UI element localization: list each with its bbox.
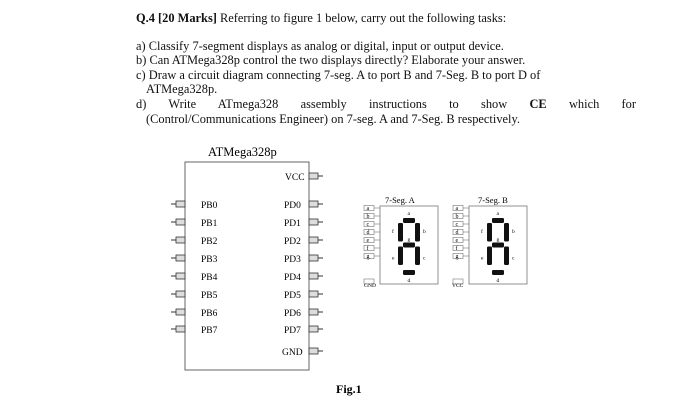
segment-pin-label: e bbox=[455, 238, 459, 245]
chip-body bbox=[185, 162, 309, 370]
pin-label-pb1: PB1 bbox=[201, 219, 218, 229]
task-a-text: Classify 7-segment displays as analog or digital, input or output device. bbox=[148, 38, 504, 53]
segment-c bbox=[504, 247, 509, 266]
pin-pd6-label: PD6 bbox=[284, 309, 301, 319]
pin-pb3 bbox=[171, 255, 218, 265]
segment-letter: a bbox=[407, 211, 410, 217]
pin-pd1 bbox=[284, 219, 323, 229]
pin-pd4 bbox=[284, 273, 323, 283]
display-common-pin bbox=[452, 279, 464, 289]
segment-e bbox=[487, 247, 492, 266]
task-d-bold-ce: CE bbox=[529, 96, 547, 111]
segment-pin-label: c bbox=[455, 222, 459, 229]
segment-g bbox=[403, 243, 415, 248]
pin-pd2-label: PD2 bbox=[284, 237, 301, 247]
pin-vcc-label: VCC bbox=[285, 173, 305, 183]
pin-label-pb6: PB6 bbox=[201, 309, 218, 319]
segment-letter: e bbox=[392, 255, 395, 262]
pin-label-pb7: PB7 bbox=[201, 326, 218, 336]
pin-vcc bbox=[285, 173, 323, 183]
segment-pin-g bbox=[453, 253, 469, 260]
display-a bbox=[364, 195, 438, 289]
segment-letter: a bbox=[496, 211, 499, 217]
display-b bbox=[452, 195, 527, 289]
pin-pb7 bbox=[171, 326, 218, 336]
pin-pb6 bbox=[171, 309, 218, 319]
chip-name: ATMega328p bbox=[208, 145, 277, 159]
segment-f bbox=[398, 223, 403, 242]
segment-letter: b bbox=[512, 229, 515, 235]
pin-label-pb5: PB5 bbox=[201, 291, 218, 301]
segment-letter: b bbox=[423, 229, 426, 235]
pin-gnd bbox=[282, 348, 323, 358]
display-title: 7-Seg. B bbox=[478, 195, 508, 205]
segment-pin-a bbox=[364, 205, 380, 212]
segment-pin-a bbox=[453, 205, 469, 212]
task-b-text: Can ATMega328p control the two displays directly? Elaborate your answer. bbox=[149, 53, 526, 68]
pin-pd5 bbox=[284, 291, 323, 301]
pin-pd6 bbox=[284, 309, 323, 319]
segment-pin-f bbox=[364, 245, 380, 252]
pin-label-pb4: PB4 bbox=[201, 273, 218, 283]
segment-pin-label: d bbox=[366, 230, 370, 237]
question-number: Q.4 bbox=[136, 11, 155, 25]
display-title: 7-Seg. A bbox=[385, 195, 415, 205]
segment-letter: d bbox=[407, 278, 411, 284]
segment-g bbox=[492, 243, 504, 248]
segment-pin-label: a bbox=[455, 206, 459, 213]
pin-label-pb2: PB2 bbox=[201, 237, 218, 247]
segment-pin-f bbox=[453, 245, 469, 252]
segment-pin-label: a bbox=[366, 206, 370, 213]
segment-pin-b bbox=[364, 213, 380, 220]
question-intro: Referring to figure 1 below, carry out the following tasks: bbox=[220, 11, 507, 25]
segment-pin-label: f bbox=[366, 246, 369, 253]
segment-d bbox=[403, 270, 415, 275]
segment-letter: f bbox=[392, 229, 394, 235]
display-common-label: GND bbox=[364, 283, 376, 289]
pin-pd4-label: PD4 bbox=[284, 273, 301, 283]
pin-pb4 bbox=[171, 273, 218, 283]
task-a-label: a) bbox=[136, 38, 146, 53]
pin-pd0 bbox=[284, 201, 323, 211]
task-c-label: c) bbox=[136, 67, 146, 82]
pin-pd7-label: PD7 bbox=[284, 326, 301, 336]
segment-letter: g bbox=[496, 237, 500, 243]
segment-f bbox=[487, 223, 492, 242]
pin-pd2 bbox=[284, 237, 323, 247]
segment-b bbox=[504, 223, 509, 242]
segment-letter: c bbox=[423, 255, 426, 262]
task-d-continuation: (Control/Communications Engineer) on 7-seg. A and 7-Seg. B respectively. bbox=[146, 111, 520, 126]
segment-letter: c bbox=[512, 255, 515, 262]
pin-label-pb3: PB3 bbox=[201, 255, 218, 265]
segment-b bbox=[415, 223, 420, 242]
segment-pin-c bbox=[364, 221, 380, 228]
segment-pin-b bbox=[453, 213, 469, 220]
segment-pin-label: b bbox=[455, 214, 459, 221]
segment-c bbox=[415, 247, 420, 266]
pin-label-pb0: PB0 bbox=[201, 201, 218, 211]
pin-pd1-label: PD1 bbox=[284, 219, 301, 229]
task-c-continuation: ATMega328p. bbox=[146, 82, 218, 97]
segment-pin-e bbox=[453, 237, 469, 244]
segment-pin-e bbox=[364, 237, 380, 244]
pin-pb2 bbox=[171, 237, 218, 247]
pin-pd3 bbox=[284, 255, 323, 265]
segment-d bbox=[492, 270, 504, 275]
figure-caption: Fig.1 bbox=[336, 382, 362, 396]
segment-pin-label: e bbox=[366, 238, 370, 245]
pin-pd7 bbox=[284, 326, 323, 336]
pin-pd5-label: PD5 bbox=[284, 291, 301, 301]
task-d-label: d) bbox=[136, 96, 147, 111]
segment-pin-d bbox=[364, 229, 380, 236]
segment-letter: e bbox=[481, 255, 484, 262]
task-d-text: Write ATmega328 assembly instructions to show bbox=[168, 96, 508, 111]
display-common-pin bbox=[364, 279, 376, 289]
task-b-label: b) bbox=[136, 53, 147, 68]
segment-letter: f bbox=[481, 229, 483, 235]
segment-pin-c bbox=[453, 221, 469, 228]
segment-letter: g bbox=[407, 237, 411, 243]
pin-pd0-label: PD0 bbox=[284, 201, 301, 211]
segment-pin-g bbox=[364, 253, 380, 260]
segment-a bbox=[492, 218, 504, 223]
segment-pin-label: c bbox=[366, 222, 370, 229]
display-common-label: VCC bbox=[452, 283, 464, 289]
segment-pin-label: b bbox=[366, 214, 370, 221]
segment-e bbox=[398, 247, 403, 266]
segment-letter: d bbox=[496, 278, 500, 284]
task-d-text-end: which for bbox=[568, 96, 637, 111]
pin-pb1 bbox=[171, 219, 218, 229]
segment-pin-d bbox=[453, 229, 469, 236]
segment-pin-label: g bbox=[366, 254, 370, 261]
pin-pb0 bbox=[171, 201, 218, 211]
task-c-text: Draw a circuit diagram connecting 7-seg. A to port B and 7-Seg. B to port D of bbox=[148, 67, 541, 82]
pin-gnd-label: GND bbox=[282, 348, 303, 358]
segment-pin-label: f bbox=[455, 246, 458, 253]
question-marks: [20 Marks] bbox=[158, 11, 217, 25]
segment-pin-label: g bbox=[455, 254, 459, 261]
pin-pd3-label: PD3 bbox=[284, 255, 301, 265]
segment-a bbox=[403, 218, 415, 223]
pin-pb5 bbox=[171, 291, 218, 301]
segment-pin-label: d bbox=[455, 230, 459, 237]
